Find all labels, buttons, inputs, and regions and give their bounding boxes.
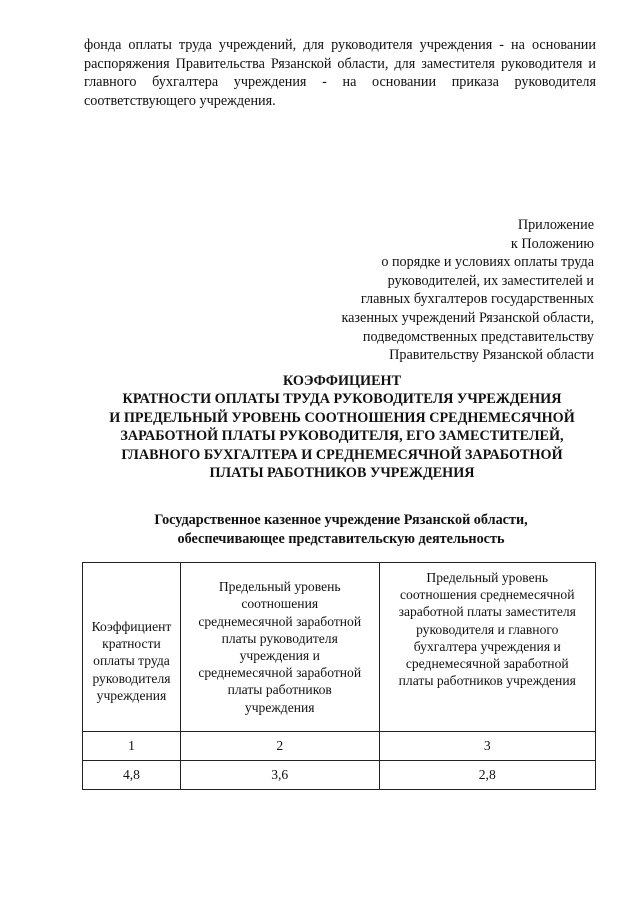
column-number-cell: 2 — [180, 732, 379, 761]
header-cell-coefficient: Коэффициент кратности оплаты труда руководителя учреждения — [83, 563, 181, 732]
intro-paragraph: фонда оплаты труда учреждений, для руководителя учреждения - на основании распоряжения Правительства Рязанской области, для заместителя руководителя и главного бухгалтера учреждения - на основании приказа руководителя соответствующего учреждения. — [84, 37, 596, 109]
header-cell-deputy-ratio: Предельный уровень соотношения среднемесячной заработной платы заместителя руководителя и главного бухгалтера учреждения и среднемесячной заработной платы работников учреждения — [379, 563, 596, 732]
column-number-cell: 1 — [83, 732, 181, 761]
appendix-line: подведомственных представительству — [362, 328, 594, 345]
table-header-row — [83, 563, 596, 732]
appendix-header — [264, 216, 594, 365]
appendix-line: к Положению — [510, 235, 594, 252]
title-line: ПЛАТЫ РАБОТНИКОВ УЧРЕЖДЕНИЯ — [209, 465, 475, 482]
coefficient-table — [82, 562, 596, 790]
table-column-number-row — [83, 732, 596, 761]
column-number-cell: 3 — [379, 732, 596, 761]
institution-subtitle — [80, 511, 602, 548]
appendix-line: казенных учреждений Рязанской области, — [341, 309, 594, 326]
title-line: И ПРЕДЕЛЬНЫЙ УРОВЕНЬ СООТНОШЕНИЯ СРЕДНЕМЕСЯЧНОЙ — [109, 409, 575, 426]
subtitle-line: обеспечивающее представительскую деятельность — [177, 530, 505, 547]
appendix-line: Приложение — [517, 217, 594, 233]
appendix-line: руководителей, их заместителей и — [387, 272, 594, 289]
appendix-line: о порядке и условиях оплаты труда — [381, 254, 594, 271]
table-row — [83, 761, 596, 790]
title-line: ЗАРАБОТНОЙ ПЛАТЫ РУКОВОДИТЕЛЯ, ЕГО ЗАМЕСТИТЕЛЕЙ, — [120, 428, 564, 445]
appendix-line: Правительству Рязанской области — [389, 347, 594, 364]
title-line: КРАТНОСТИ ОПЛАТЫ ТРУДА РУКОВОДИТЕЛЯ УЧРЕЖДЕНИЯ — [122, 391, 562, 408]
value-cell-head-ratio: 3,6 — [180, 761, 379, 790]
appendix-line: главных бухгалтеров государственных — [360, 291, 594, 308]
header-cell-head-ratio: Предельный уровень соотношения среднемесячной заработной платы руководителя учреждения и среднемесячной заработной платы работников учреждения — [180, 563, 379, 732]
document-title — [72, 372, 612, 482]
value-cell-coefficient: 4,8 — [83, 761, 181, 790]
value-cell-deputy-ratio: 2,8 — [379, 761, 596, 790]
title-line: КОЭФФИЦИЕНТ — [282, 373, 402, 389]
title-line: ГЛАВНОГО БУХГАЛТЕРА И СРЕДНЕМЕСЯЧНОЙ ЗАРАБОТНОЙ — [121, 446, 563, 463]
subtitle-line: Государственное казенное учреждение Рязанской области, — [154, 512, 528, 528]
